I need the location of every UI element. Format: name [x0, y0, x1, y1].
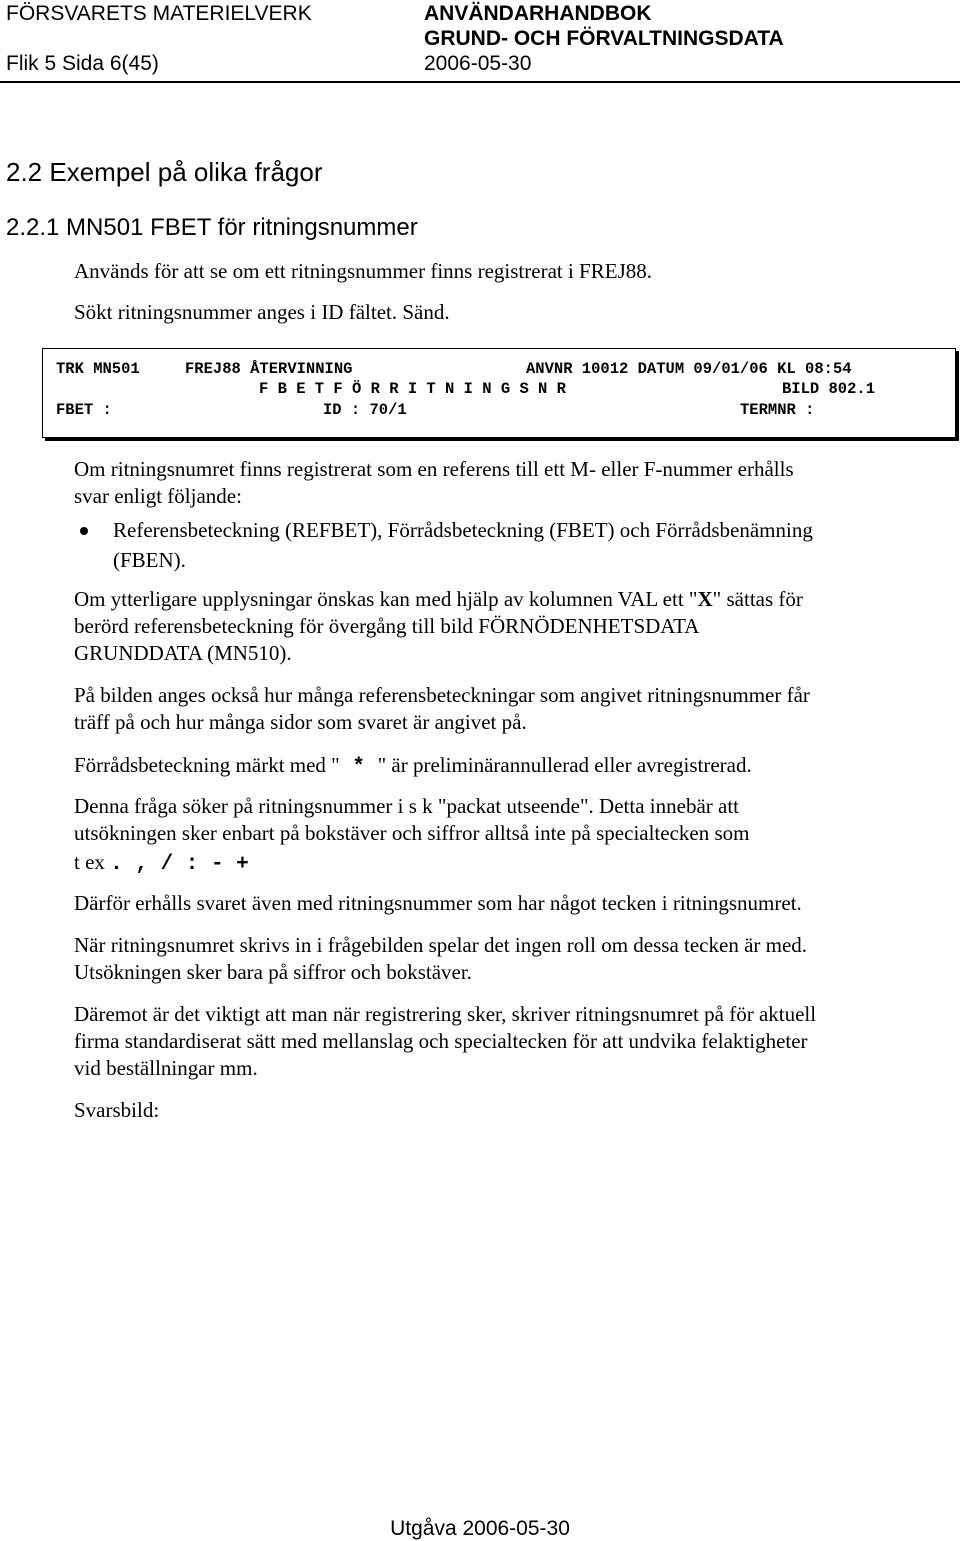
p5-line-1: Denna fråga söker på ritningsnummer i s k "packat utseende". Detta innebär att: [74, 794, 739, 818]
screen-title: F B E T F Ö R R I T N I N G S N R: [259, 380, 566, 398]
intro-line-1: Används för att se om ett ritningsnummer finns registrerat i FREJ88.: [74, 259, 652, 283]
p2-line-2: berörd referensbeteckning för övergång till bild FÖRNÖDENHETSDATA: [74, 614, 700, 638]
screen-trk: TRK MN501: [56, 360, 140, 378]
screen-system: FREJ88 ÅTERVINNING: [185, 360, 353, 378]
intro-line-2: Sökt ritningsnummer anges i ID fältet. Sänd.: [74, 300, 450, 324]
p2-text-b: " sättas för: [712, 587, 803, 611]
p2-text-a: Om ytterligare upplysningar önskas kan med hjälp av kolumnen VAL ett ": [74, 587, 698, 611]
tab-page: Flik 5 Sida 6(45): [6, 52, 159, 75]
p5-line-3: [74, 849, 249, 878]
bullet-icon: [80, 527, 88, 535]
section-title: 2.2 Exempel på olika frågor: [6, 157, 323, 187]
p3-line-1: På bilden anges också hur många referensbeteckningar som angivet ritningsnummer får: [74, 683, 810, 707]
p4-star: *: [339, 756, 378, 779]
bullet-line-1: Referensbeteckning (REFBET), Förrådsbeteckning (FBET) och Förrådsbenämning: [113, 518, 813, 542]
p4-line: [74, 752, 752, 781]
p8-line-2: firma standardiserat sätt med mellanslag och specialtecken för att undvika felaktigheter: [74, 1029, 808, 1053]
doc-title: ANVÄNDARHANDBOK: [424, 2, 652, 25]
p2-x: X: [697, 587, 713, 611]
p2-line-1: [74, 586, 803, 613]
screen-fbet-field[interactable]: FBET :: [56, 401, 112, 419]
doc-date: 2006-05-30: [424, 52, 532, 75]
p7-line-2: Utsökningen sker bara på siffror och bokstäver.: [74, 960, 472, 984]
doc-subtitle: GRUND- OCH FÖRVALTNINGSDATA: [424, 27, 784, 50]
p8-line-3: vid beställningar mm.: [74, 1056, 258, 1080]
p4-text-b: " är preliminärannullerad eller avregistrerad.: [377, 753, 752, 777]
bullet-line-2: (FBEN).: [113, 548, 186, 572]
footer-edition: Utgåva 2006-05-30: [390, 1517, 570, 1540]
p5-line-2: utsökningen sker enbart på bokstäver och siffror alltså inte på specialtecken som: [74, 821, 750, 845]
p5-special-chars: . , / : - +: [110, 853, 249, 876]
p1-line-2: svar enligt följande:: [74, 484, 242, 508]
p6-line: Därför erhålls svaret även med ritningsnummer som har något tecken i ritningsnumret.: [74, 891, 802, 915]
p2-line-3: GRUNDDATA (MN510).: [74, 641, 292, 665]
subsection-title: 2.2.1 MN501 FBET för ritningsnummer: [6, 214, 418, 241]
p8-line-1: Däremot är det viktigt att man när registrering sker, skriver ritningsnumret på för aktuell: [74, 1002, 817, 1026]
p3-line-2: träff på och hur många sidor som svaret är angivet på.: [74, 710, 527, 734]
screen-termnr-field[interactable]: TERMNR :: [740, 401, 815, 419]
p1-line-1: Om ritningsnumret finns registrerat som en referens till ett M- eller F-nummer erhålls: [74, 457, 794, 481]
screen-id-field[interactable]: ID : 70/1: [323, 401, 407, 419]
p5-tex: t ex: [74, 850, 105, 874]
p4-text-a: Förrådsbeteckning märkt med ": [74, 753, 340, 777]
svarsbild-label: Svarsbild:: [74, 1098, 160, 1122]
org-name: FÖRSVARETS MATERIELVERK: [6, 2, 312, 25]
screen-bild: BILD 802.1: [782, 380, 876, 398]
screen-user-date: ANVNR 10012 DATUM 09/01/06 KL 08:54: [526, 360, 852, 378]
header-divider: [0, 81, 960, 83]
p7-line-1: När ritningsnumret skrivs in i frågebilden spelar det ingen roll om dessa tecken är med.: [74, 933, 808, 957]
terminal-screen: [42, 348, 956, 438]
